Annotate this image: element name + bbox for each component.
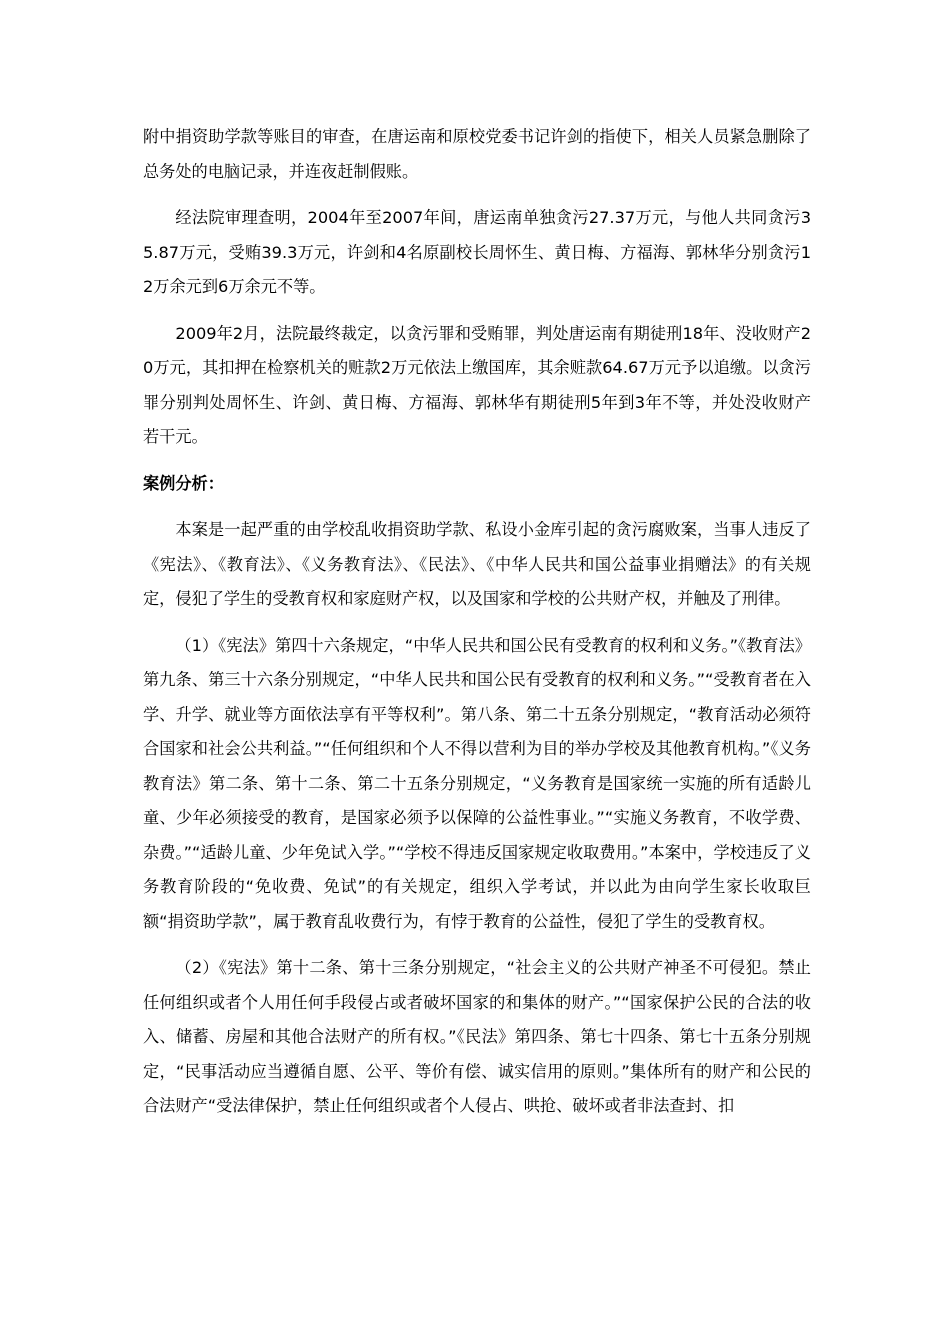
paragraph-court-findings: 经法院审理查明，2004年至2007年间，唐运南单独贪污27.37万元，与他人共同贪污35.87万元，受贿39.3万元，许剑和4名原副校长周怀生、黄日梅、方福海、郭林华分别贪污12万余元到6万余元不等。 <box>143 208 811 296</box>
paragraph-continuation: 附中捐资助学款等账目的审查，在唐运南和原校党委书记许剑的指使下，相关人员紧急删除了总务处的电脑记录，并连夜赶制假账。 <box>143 127 811 181</box>
paragraph-analysis-point-1: （1）《宪法》第四十六条规定，“中华人民共和国公民有受教育的权利和义务。”《教育法》第九条、第三十六条分别规定，“中华人民共和国公民有受教育的权利和义务。”“受教育者在入学、升学、就业等方面依法享有平等权利”。第八条、第二十五条分别规定，“教育活动必须符合国家和社会公共利益。”“任何组织和个人不得以营利为目的举办学校及其他教育机构。”《义务教育法》第二条、第十二条、第二十五条分别规定，“义务教育是国家统一实施的所有适龄儿童、少年必须接受的教育，是国家必须予以保障的公益性事业。”“实施义务教育，不收学费、杂费。”“适龄儿童、少年免试入学。”“学校不得违反国家规定收取费用。”本案中，学校违反了义务教育阶段的“免收费、免试”的有关规定，组织入学考试，并以此为由向学生家长收取巨额“捐资助学款”，属于教育乱收费行为，有悖于教育的公益性，侵犯了学生的受教育权。 <box>143 635 811 931</box>
section-heading-case-analysis: 案例分析： <box>143 473 224 493</box>
paragraph-analysis-point-2: （2）《宪法》第十二条、第十三条分别规定，“社会主义的公共财产神圣不可侵犯。禁止任何组织或者个人用任何手段侵占或者破坏国家的和集体的财产。”“国家保护公民的合法的收入、储蓄、房屋和其他合法财产的所有权。”《民法》第四条、第七十四条、第七十五条分别规定，“民事活动应当遵循自愿、公平、等价有偿、诚实信用的原则。”集体所有的财产和公民的合法财产“受法律保护，禁止任何组织或者个人侵占、哄抢、破坏或者非法查封、扣 <box>143 958 811 1115</box>
paragraph-final-ruling: 2009年2月，法院最终裁定，以贪污罪和受贿罪，判处唐运南有期徒刑18年、没收财产20万元，其扣押在检察机关的赃款2万元依法上缴国库，其余赃款64.67万元予以追缴。以贪污罪分别判处周怀生、许剑、黄日梅、方福海、郭林华有期徒刑5年到3年不等，并处没收财产若干元。 <box>143 323 811 446</box>
paragraph-case-summary: 本案是一起严重的由学校乱收捐资助学款、私设小金库引起的贪污腐败案，当事人违反了《宪法》、《教育法》、《义务教育法》、《民法》、《中华人民共和国公益事业捐赠法》的有关规定，侵犯了学生的受教育权和家庭财产权，以及国家和学校的公共财产权，并触及了刑律。 <box>143 520 811 608</box>
document-body <box>143 120 811 1136</box>
